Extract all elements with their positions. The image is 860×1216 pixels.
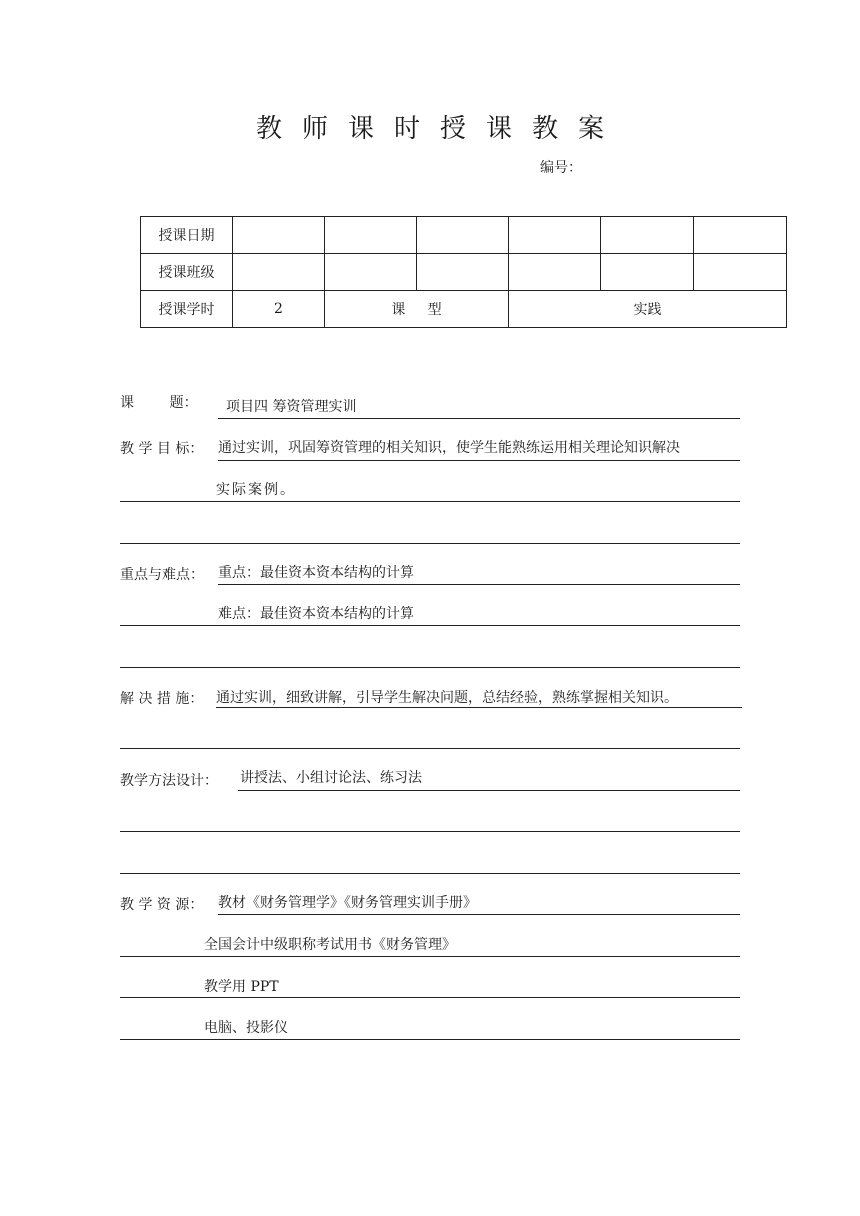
class-cell[interactable] bbox=[694, 254, 787, 291]
keypoint-difficulty: 难点：最佳资本资本结构的计算 bbox=[218, 606, 414, 622]
schedule-table bbox=[140, 216, 787, 328]
measure-underline-2 bbox=[120, 748, 740, 749]
date-cell[interactable] bbox=[694, 217, 787, 254]
date-cell[interactable] bbox=[417, 217, 509, 254]
method-underline-3 bbox=[120, 873, 740, 874]
class-cell[interactable] bbox=[417, 254, 509, 291]
resource-underline-2 bbox=[120, 956, 740, 957]
class-cell[interactable] bbox=[601, 254, 694, 291]
class-label-cell: 授课班级 bbox=[141, 254, 233, 291]
resource-item-3: 教学用 PPT bbox=[204, 979, 279, 995]
resource-item-1: 教材《财务管理学》《财务管理实训手册》 bbox=[218, 895, 477, 911]
goal-label: 教 学 目 标： bbox=[120, 441, 204, 457]
type-label-cell: 课 型 bbox=[325, 291, 509, 328]
goal-underline-1 bbox=[218, 460, 740, 461]
measure-underline-1 bbox=[216, 707, 742, 708]
table-row-class bbox=[141, 254, 787, 291]
goal-underline-3 bbox=[120, 543, 740, 544]
topic-value: 项目四 筹资管理实训 bbox=[226, 399, 357, 415]
keypoint-label: 重点与难点： bbox=[120, 567, 204, 583]
resource-underline-3 bbox=[120, 997, 740, 998]
measure-label: 解 决 措 施： bbox=[120, 691, 204, 707]
resource-item-4: 电脑、投影仪 bbox=[204, 1020, 288, 1036]
method-underline-2 bbox=[120, 831, 740, 832]
method-value: 讲授法、小组讨论法、练习法 bbox=[240, 770, 422, 786]
keypoint-underline-3 bbox=[120, 667, 740, 668]
topic-underline bbox=[218, 418, 740, 419]
keypoint-focus: 重点：最佳资本资本结构的计算 bbox=[218, 565, 414, 581]
goal-line-1: 通过实训，巩固筹资管理的相关知识，使学生能熟练运用相关理论知识解决 bbox=[218, 440, 680, 456]
table-row-hours bbox=[141, 291, 787, 328]
keypoint-underline-1 bbox=[218, 584, 740, 585]
class-cell[interactable] bbox=[325, 254, 417, 291]
keypoint-underline-2 bbox=[120, 625, 740, 626]
resource-underline-4 bbox=[120, 1039, 740, 1040]
class-cell[interactable] bbox=[233, 254, 325, 291]
hours-label-cell: 授课学时 bbox=[141, 291, 233, 328]
resource-underline-1 bbox=[218, 914, 740, 915]
class-cell[interactable] bbox=[509, 254, 601, 291]
measure-value: 通过实训，细致讲解，引导学生解决问题，总结经验，熟练掌握相关知识。 bbox=[216, 690, 678, 706]
goal-underline-2 bbox=[120, 501, 740, 502]
date-cell[interactable] bbox=[325, 217, 417, 254]
method-label: 教学方法设计： bbox=[120, 773, 218, 789]
goal-line-2: 实际案例。 bbox=[216, 482, 296, 498]
topic-label: 课 题： bbox=[120, 395, 198, 411]
serial-number-label: 编号： bbox=[540, 160, 582, 176]
hours-value-cell: 2 bbox=[233, 291, 325, 328]
date-cell[interactable] bbox=[509, 217, 601, 254]
resource-label: 教 学 资 源： bbox=[120, 897, 204, 913]
date-cell[interactable] bbox=[601, 217, 694, 254]
method-underline-1 bbox=[238, 790, 740, 791]
type-value-cell: 实践 bbox=[509, 291, 787, 328]
resource-item-2: 全国会计中级职称考试用书《财务管理》 bbox=[204, 937, 456, 953]
date-cell[interactable] bbox=[233, 217, 325, 254]
table-row-date bbox=[141, 217, 787, 254]
date-label-cell: 授课日期 bbox=[141, 217, 233, 254]
page-title: 教师课时授课教案 bbox=[255, 114, 624, 144]
